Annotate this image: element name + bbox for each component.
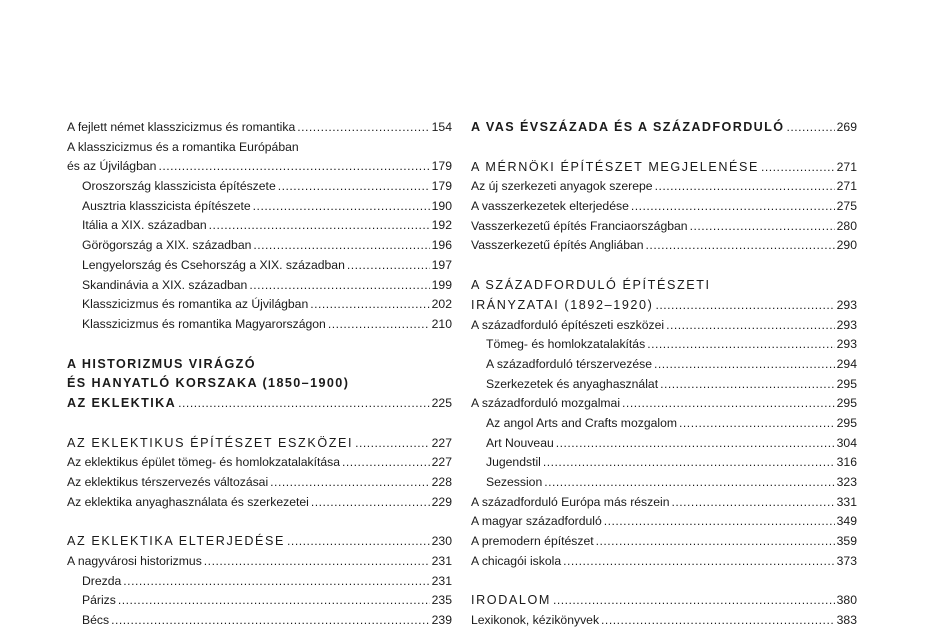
section-heading[interactable] xyxy=(67,532,452,552)
entry-title: AZ EKLEKTIKA ELTERJEDÉSE xyxy=(67,534,286,549)
entry-page: 228 xyxy=(431,475,452,489)
entry-page: 210 xyxy=(431,316,452,331)
entry-title: Párizs xyxy=(82,593,116,608)
dot-leader xyxy=(631,197,835,217)
entry-title: A századforduló Európa más részein xyxy=(471,494,670,509)
entry-page: 231 xyxy=(431,554,452,569)
dot-leader xyxy=(666,316,835,336)
entry-page: 192 xyxy=(431,218,452,233)
toc-entry[interactable] xyxy=(471,236,857,256)
entry-title: Drezda xyxy=(82,573,122,588)
dot-leader xyxy=(111,611,430,631)
toc-right-column xyxy=(471,118,857,631)
entry-page: 380 xyxy=(836,593,857,608)
entry-page: 295 xyxy=(836,415,857,430)
dot-leader xyxy=(270,473,429,493)
dot-leader xyxy=(596,532,835,552)
entry-page: 294 xyxy=(836,356,857,371)
entry-page: 230 xyxy=(431,534,452,549)
entry-title: Szerkezetek és anyaghasználat xyxy=(486,376,659,391)
dot-leader xyxy=(158,157,429,177)
toc-entry[interactable] xyxy=(471,552,857,572)
toc-subentry[interactable] xyxy=(471,375,857,395)
entry-title: Oroszország klasszicista építészete xyxy=(82,179,276,194)
entry-page: 179 xyxy=(431,159,452,174)
toc-subentry[interactable] xyxy=(67,611,452,631)
dot-leader xyxy=(355,434,430,454)
toc-subentry[interactable] xyxy=(471,473,857,493)
entry-title: Görögország a XIX. században xyxy=(82,238,252,253)
entry-page: 227 xyxy=(431,455,452,470)
entry-page: 190 xyxy=(431,198,452,213)
entry-page: 316 xyxy=(836,455,857,470)
dot-leader xyxy=(660,375,835,395)
entry-page: 323 xyxy=(836,475,857,489)
part-heading[interactable] xyxy=(67,394,452,414)
entry-title: AZ EKLEKTIKUS ÉPÍTÉSZET ESZKÖZEI xyxy=(67,435,354,450)
entry-title: Klasszicizmus és romantika az Újvilágban xyxy=(82,297,309,312)
section-heading[interactable] xyxy=(471,158,857,178)
dot-leader xyxy=(209,216,430,236)
entry-page: 179 xyxy=(431,179,452,194)
toc-entry[interactable] xyxy=(471,532,857,552)
entry-page: 290 xyxy=(836,238,857,253)
entry-title: Vasszerkezetű építés Franciaországban xyxy=(471,218,688,233)
entry-page: 275 xyxy=(836,199,857,214)
entry-title: Vasszerkezetű építés Angliában xyxy=(471,238,644,253)
entry-title: A magyar századforduló xyxy=(471,514,602,529)
entry-page: 349 xyxy=(836,514,857,529)
entry-title: Az új szerkezeti anyagok szerepe xyxy=(471,179,653,194)
toc-entry[interactable] xyxy=(471,217,857,237)
entry-page: 271 xyxy=(836,159,857,174)
entry-title: Art Nouveau xyxy=(486,435,554,450)
entry-title: Itália a XIX. században xyxy=(82,218,207,233)
entry-title: A premodern építészet xyxy=(471,534,594,549)
toc-entry[interactable] xyxy=(471,493,857,513)
dot-leader xyxy=(563,552,835,572)
dot-leader xyxy=(672,493,835,513)
section-heading[interactable] xyxy=(67,434,452,454)
entry-title: Klasszicizmus és romantika Magyarországon xyxy=(82,316,326,331)
entry-title: Az eklektika anyaghasználata és szerkezetei xyxy=(67,494,309,509)
toc-subentry[interactable] xyxy=(67,591,452,611)
toc-entry[interactable] xyxy=(67,473,452,493)
entry-page: 373 xyxy=(836,553,857,568)
entry-title: Skandinávia a XIX. században xyxy=(82,277,248,292)
part-heading[interactable] xyxy=(471,118,857,138)
entry-page: 295 xyxy=(836,376,857,391)
entry-title: Az eklektikus térszervezés változásai xyxy=(67,475,269,489)
entry-title: Jugendstil xyxy=(486,455,541,470)
entry-title: A vasszerkezetek elterjedése xyxy=(471,199,629,214)
dot-leader xyxy=(253,236,429,256)
entry-title: A fejlett német klasszicizmus és romantika xyxy=(67,120,296,134)
entry-page: 227 xyxy=(431,435,452,450)
toc-entry[interactable] xyxy=(471,394,857,414)
entry-page: 331 xyxy=(836,494,857,509)
toc-subentry[interactable] xyxy=(471,434,857,454)
entry-title: Ausztria klasszicista építészete xyxy=(82,198,251,213)
entry-title: A századforduló építészeti eszközei xyxy=(471,317,665,332)
entry-page: 229 xyxy=(431,494,452,509)
entry-page: 154 xyxy=(431,120,452,134)
dot-leader xyxy=(204,552,430,572)
dot-leader xyxy=(310,295,429,315)
dot-leader xyxy=(622,394,835,414)
dot-leader xyxy=(556,434,835,454)
section-heading-line[interactable]: A SZÁZADFORDULÓ ÉPÍTÉSZETI xyxy=(471,278,711,293)
dot-leader xyxy=(287,532,430,552)
dot-leader xyxy=(604,512,835,532)
entry-title: Tömeg- és homlokzatalakítás xyxy=(486,337,646,352)
entry-title: A chicagói iskola xyxy=(471,553,562,568)
toc-subentry[interactable] xyxy=(471,414,857,434)
section-heading[interactable] xyxy=(471,296,857,316)
dot-leader xyxy=(544,473,834,493)
toc-entry[interactable] xyxy=(67,157,452,177)
dot-leader xyxy=(655,177,835,197)
entry-title: A MÉRNÖKI ÉPÍTÉSZET MEGJELENÉSE xyxy=(471,159,760,174)
entry-page: 293 xyxy=(836,297,857,312)
dot-leader xyxy=(654,355,835,375)
entry-title: Lengyelország és Csehország a XIX. században xyxy=(82,257,345,272)
toc-subentry[interactable] xyxy=(471,335,857,355)
entry-title: Bécs xyxy=(82,613,110,628)
entry-page: 304 xyxy=(836,435,857,450)
entry-title: A századforduló térszervezése xyxy=(486,356,652,371)
dot-leader xyxy=(253,197,430,217)
dot-leader xyxy=(347,256,430,276)
entry-title: IRÁNYZATAI (1892–1920) xyxy=(471,297,654,312)
toc-left-column xyxy=(67,118,452,631)
toc-subentry[interactable] xyxy=(67,236,452,256)
part-heading-line[interactable]: A HISTORIZMUS VIRÁGZÓ xyxy=(67,356,256,371)
entry-page: 293 xyxy=(836,317,857,332)
entry-page: 196 xyxy=(431,238,452,253)
dot-leader xyxy=(646,236,835,256)
toc-entry[interactable] xyxy=(471,512,857,532)
entry-title-line[interactable]: A klasszicizmus és a romantika Európában xyxy=(67,139,299,154)
entry-page: 271 xyxy=(836,179,857,194)
dot-leader xyxy=(249,276,429,296)
entry-page: 269 xyxy=(836,120,857,134)
toc-subentry[interactable] xyxy=(67,256,452,276)
entry-page: 235 xyxy=(431,593,452,608)
toc-entry[interactable] xyxy=(67,493,452,513)
entry-title: Sezession xyxy=(486,475,543,489)
entry-page: 295 xyxy=(836,396,857,411)
toc-subentry[interactable] xyxy=(471,453,857,473)
entry-page: 359 xyxy=(836,534,857,549)
toc-entry[interactable] xyxy=(471,177,857,197)
toc-subentry[interactable] xyxy=(67,295,452,315)
toc-subentry[interactable] xyxy=(67,216,452,236)
entry-title: A VAS ÉVSZÁZADA ÉS A SZÁZADFORDULÓ xyxy=(471,120,785,134)
entry-title: A századforduló mozgalmai xyxy=(471,396,621,411)
toc-entry[interactable] xyxy=(471,197,857,217)
dot-leader xyxy=(761,158,835,178)
dot-leader xyxy=(601,611,835,631)
entry-title: és az Újvilágban xyxy=(67,159,157,174)
section-heading[interactable] xyxy=(471,591,857,611)
dot-leader xyxy=(123,572,429,592)
entry-page: 293 xyxy=(836,337,857,352)
dot-leader xyxy=(311,493,430,513)
dot-leader xyxy=(786,118,834,138)
dot-leader xyxy=(679,414,835,434)
dot-leader xyxy=(297,118,429,138)
toc-subentry[interactable] xyxy=(67,197,452,217)
toc-subentry[interactable] xyxy=(471,355,857,375)
toc-entry[interactable] xyxy=(67,552,452,572)
dot-leader xyxy=(342,453,430,473)
toc-subentry[interactable] xyxy=(67,276,452,296)
dot-leader xyxy=(553,591,835,611)
entry-title: Lexikonok, kézikönyvek xyxy=(471,613,600,628)
dot-leader xyxy=(178,394,430,414)
toc-subentry[interactable] xyxy=(67,177,452,197)
dot-leader xyxy=(690,217,835,237)
entry-title: Az eklektikus épület tömeg- és homlokzatalakítása xyxy=(67,455,340,470)
toc-subentry[interactable] xyxy=(67,315,452,335)
dot-leader xyxy=(118,591,430,611)
entry-title: IRODALOM xyxy=(471,593,551,608)
entry-page: 199 xyxy=(431,277,452,292)
toc-entry[interactable] xyxy=(471,316,857,336)
dot-leader xyxy=(647,335,834,355)
entry-page: 225 xyxy=(431,395,452,410)
toc-entry[interactable] xyxy=(67,118,452,138)
entry-page: 280 xyxy=(836,218,857,233)
entry-page: 383 xyxy=(836,613,857,628)
dot-leader xyxy=(328,315,430,335)
entry-page: 239 xyxy=(431,613,452,628)
dot-leader xyxy=(655,296,834,316)
toc-entry[interactable] xyxy=(471,611,857,631)
entry-title: Az angol Arts and Crafts mozgalom xyxy=(486,415,678,430)
toc-entry[interactable] xyxy=(67,453,452,473)
part-heading-line[interactable]: ÉS HANYATLÓ KORSZAKA (1850–1900) xyxy=(67,376,350,391)
entry-page: 197 xyxy=(431,257,452,272)
entry-title: A nagyvárosi historizmus xyxy=(67,554,202,569)
entry-page: 231 xyxy=(431,573,452,588)
entry-page: 202 xyxy=(431,297,452,312)
toc-subentry[interactable] xyxy=(67,572,452,592)
entry-title: AZ EKLEKTIKA xyxy=(67,395,177,410)
dot-leader xyxy=(543,453,835,473)
dot-leader xyxy=(278,177,430,197)
